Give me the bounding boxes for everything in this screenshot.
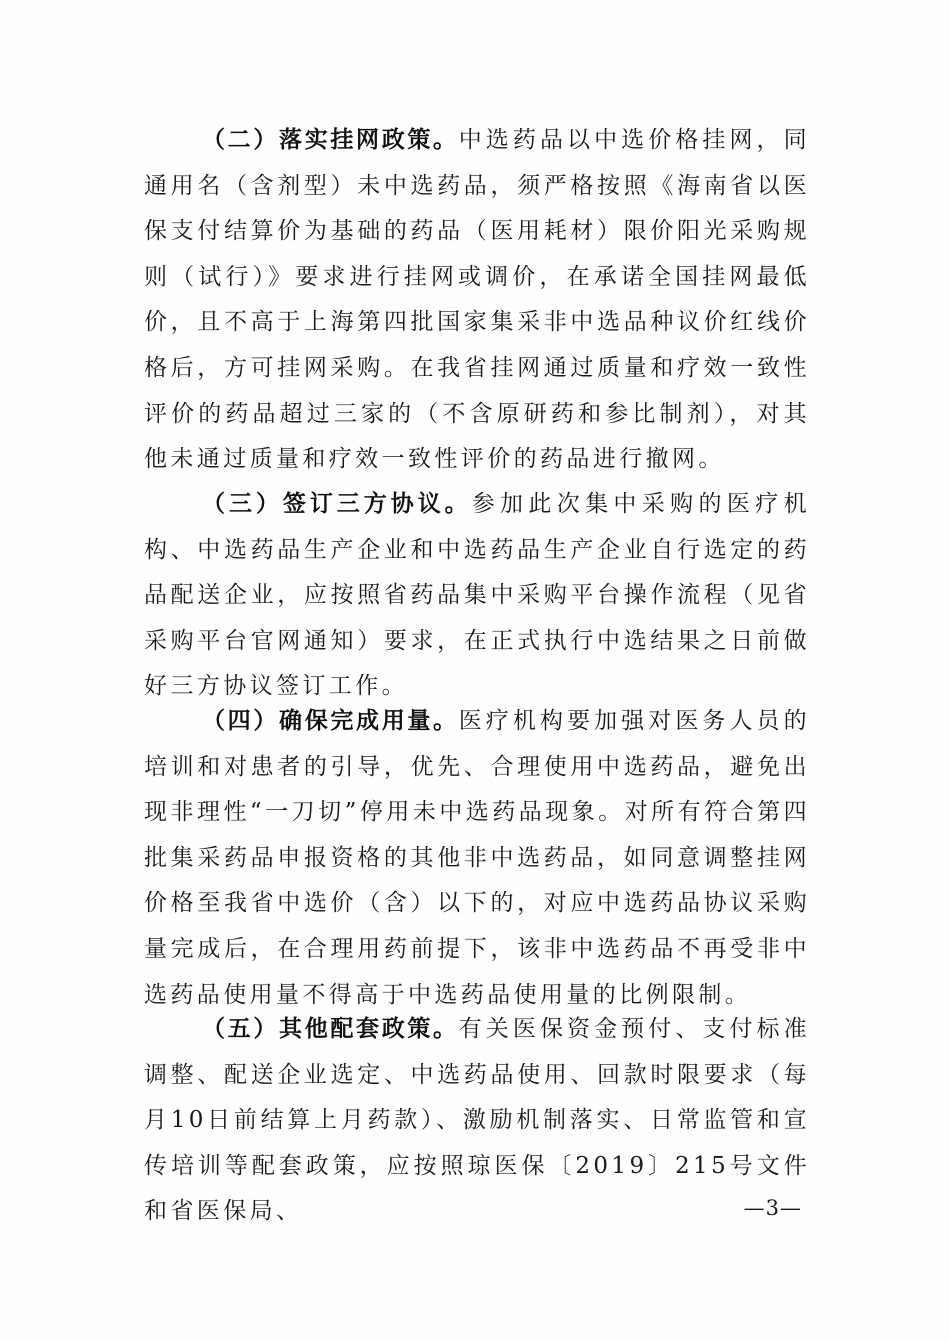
paragraph-body: 医疗机构要加强对医务人员的培训和对患者的引导，优先、合理使用中选药品，避免出现非理性“一刀切”停用未中选药品现象。对所有符合第四批集采药品申报资格的其他非中选药品，如同意调整挂网价格至我省中选价（含）以下的，对应中选药品协议采购量完成后，在合理用药前提下，该非中选药品不再受非中选药品使用量不得高于中选药品使用量的比例限制。 (144, 708, 811, 1008)
paragraph-body: 有关医保资金预付、支付标准调整、配送企业选定、中选药品使用、回款时限要求（每月10日前结算上月药款）、激励机制落实、日常监管和宣传培训等配套政策，应按照琼医保〔2019〕215号文件和省医保局、 (144, 1016, 811, 1225)
section-heading: （五）其他配套政策。 (202, 1016, 459, 1042)
paragraph-other-supporting-policies (144, 1007, 810, 1235)
paragraph-ensure-usage-volume (144, 699, 810, 1018)
paragraph-body: 参加此次集中采购的医疗机构、中选药品生产企业和中选药品生产企业自行选定的药品配送企业，应按照省药品集中采购平台操作流程（见省采购平台官网通知）要求，在正式执行中选结果之日前做好三方协议签订工作。 (144, 491, 810, 700)
paragraph-body: 中选药品以中选价格挂网，同通用名（含剂型）未中选药品，须严格按照《海南省以医保支付结算价为基础的药品（医用耗材）限价阳光采购规则（试行）》要求进行挂网或调价，在承诺全国挂网最低价，且不高于上海第四批国家集采非中选品种议价红线价格后，方可挂网采购。在我省挂网通过质量和疗效一致性评价的药品超过三家的（不含原研药和参比制剂），对其他未通过质量和疗效一致性评价的药品进行撤网。 (144, 127, 811, 473)
paragraph-implement-listing-policy (144, 118, 810, 483)
paragraph-sign-tripartite-agreement (144, 482, 810, 710)
section-heading: （二）落实挂网政策。 (202, 127, 459, 153)
section-heading: （三）签订三方协议。 (202, 491, 472, 517)
page-number: —3— (743, 1196, 802, 1220)
section-heading: （四）确保完成用量。 (202, 708, 459, 734)
